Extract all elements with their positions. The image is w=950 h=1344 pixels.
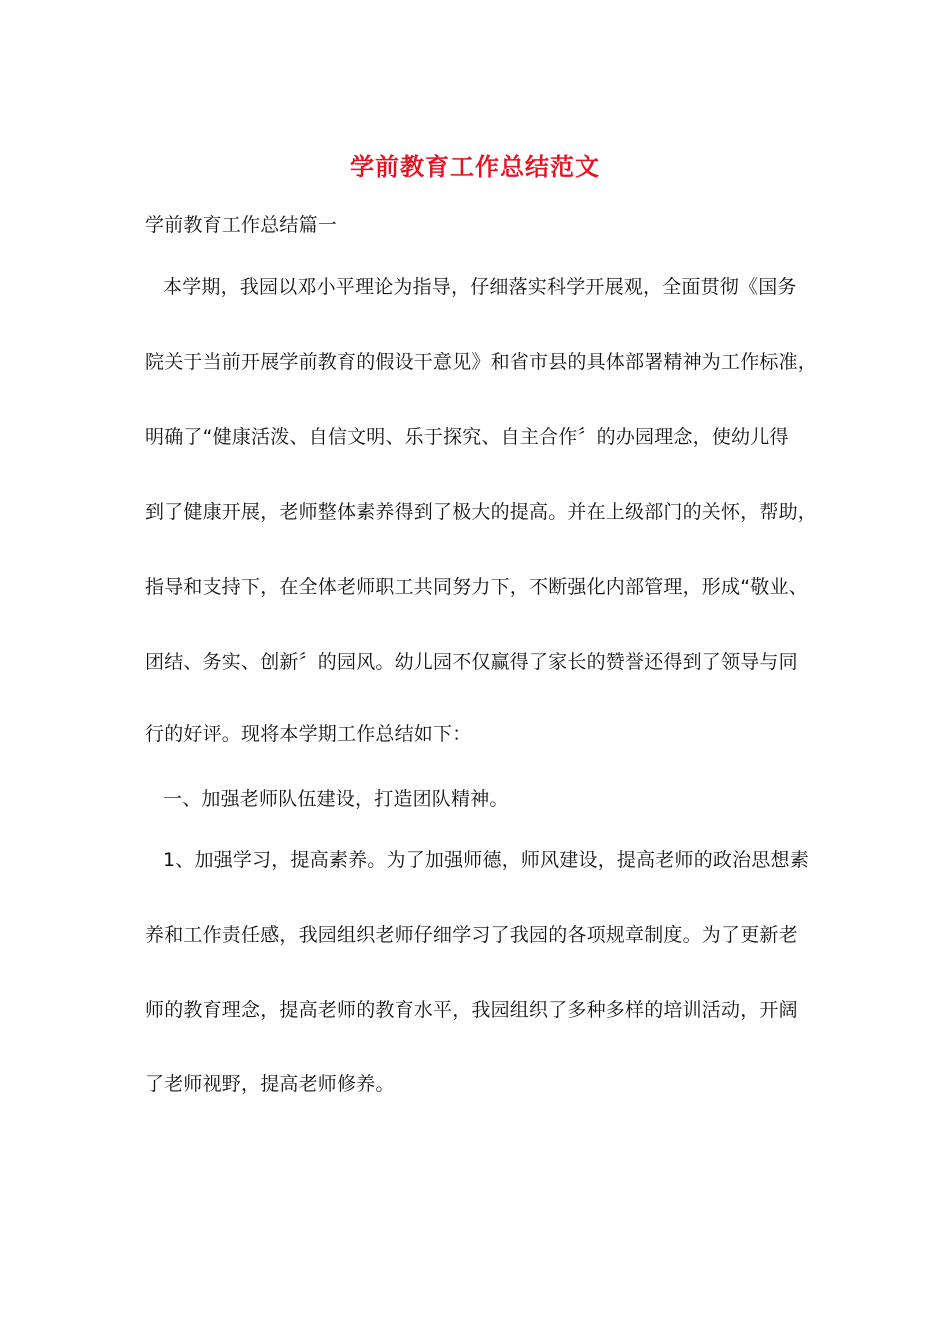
paragraph-line: 到了健康开展，老师整体素养得到了极大的提高。并在上级部门的关怀，帮助， [145,501,818,523]
paragraph-line: 行的好评。现将本学期工作总结如下： [145,723,472,745]
section-subtitle: 学前教育工作总结篇一 [145,214,338,236]
list-item-line: 师的教育理念，提高老师的教育水平，我园组织了多种多样的培训活动，开阔 [145,999,798,1021]
list-item-line: 养和工作责任感，我园组织老师仔细学习了我园的各项规章制度。为了更新老 [145,924,798,946]
paragraph-line: 指导和支持下，在全体老师职工共同努力下，不断强化内部管理，形成“敬业、 [145,576,808,598]
paragraph-line: 本学期，我园以邓小平理论为指导，仔细落实科学开展观，全面贯彻《国务 [163,276,797,298]
list-item-line: 1、加强学习，提高素养。为了加强师德，师风建设，提高老师的政治思想素 [163,849,809,871]
list-item-line: 了老师视野，提高老师修养。 [145,1073,395,1095]
document-title: 学前教育工作总结范文 [350,152,600,181]
paragraph-line: 明确了“健康活泼、自信文明、乐于探究、自主合作〞的办园理念，使幼儿得 [145,426,789,448]
paragraph-line: 团结、务实、创新〞的园风。幼儿园不仅赢得了家长的赞誉还得到了领导与同 [145,651,798,673]
section-heading: 一、加强老师队伍建设，打造团队精神。 [163,788,509,810]
paragraph-line: 院关于当前开展学前教育的假设干意见》和省市县的具体部署精神为工作标准， [145,351,818,373]
